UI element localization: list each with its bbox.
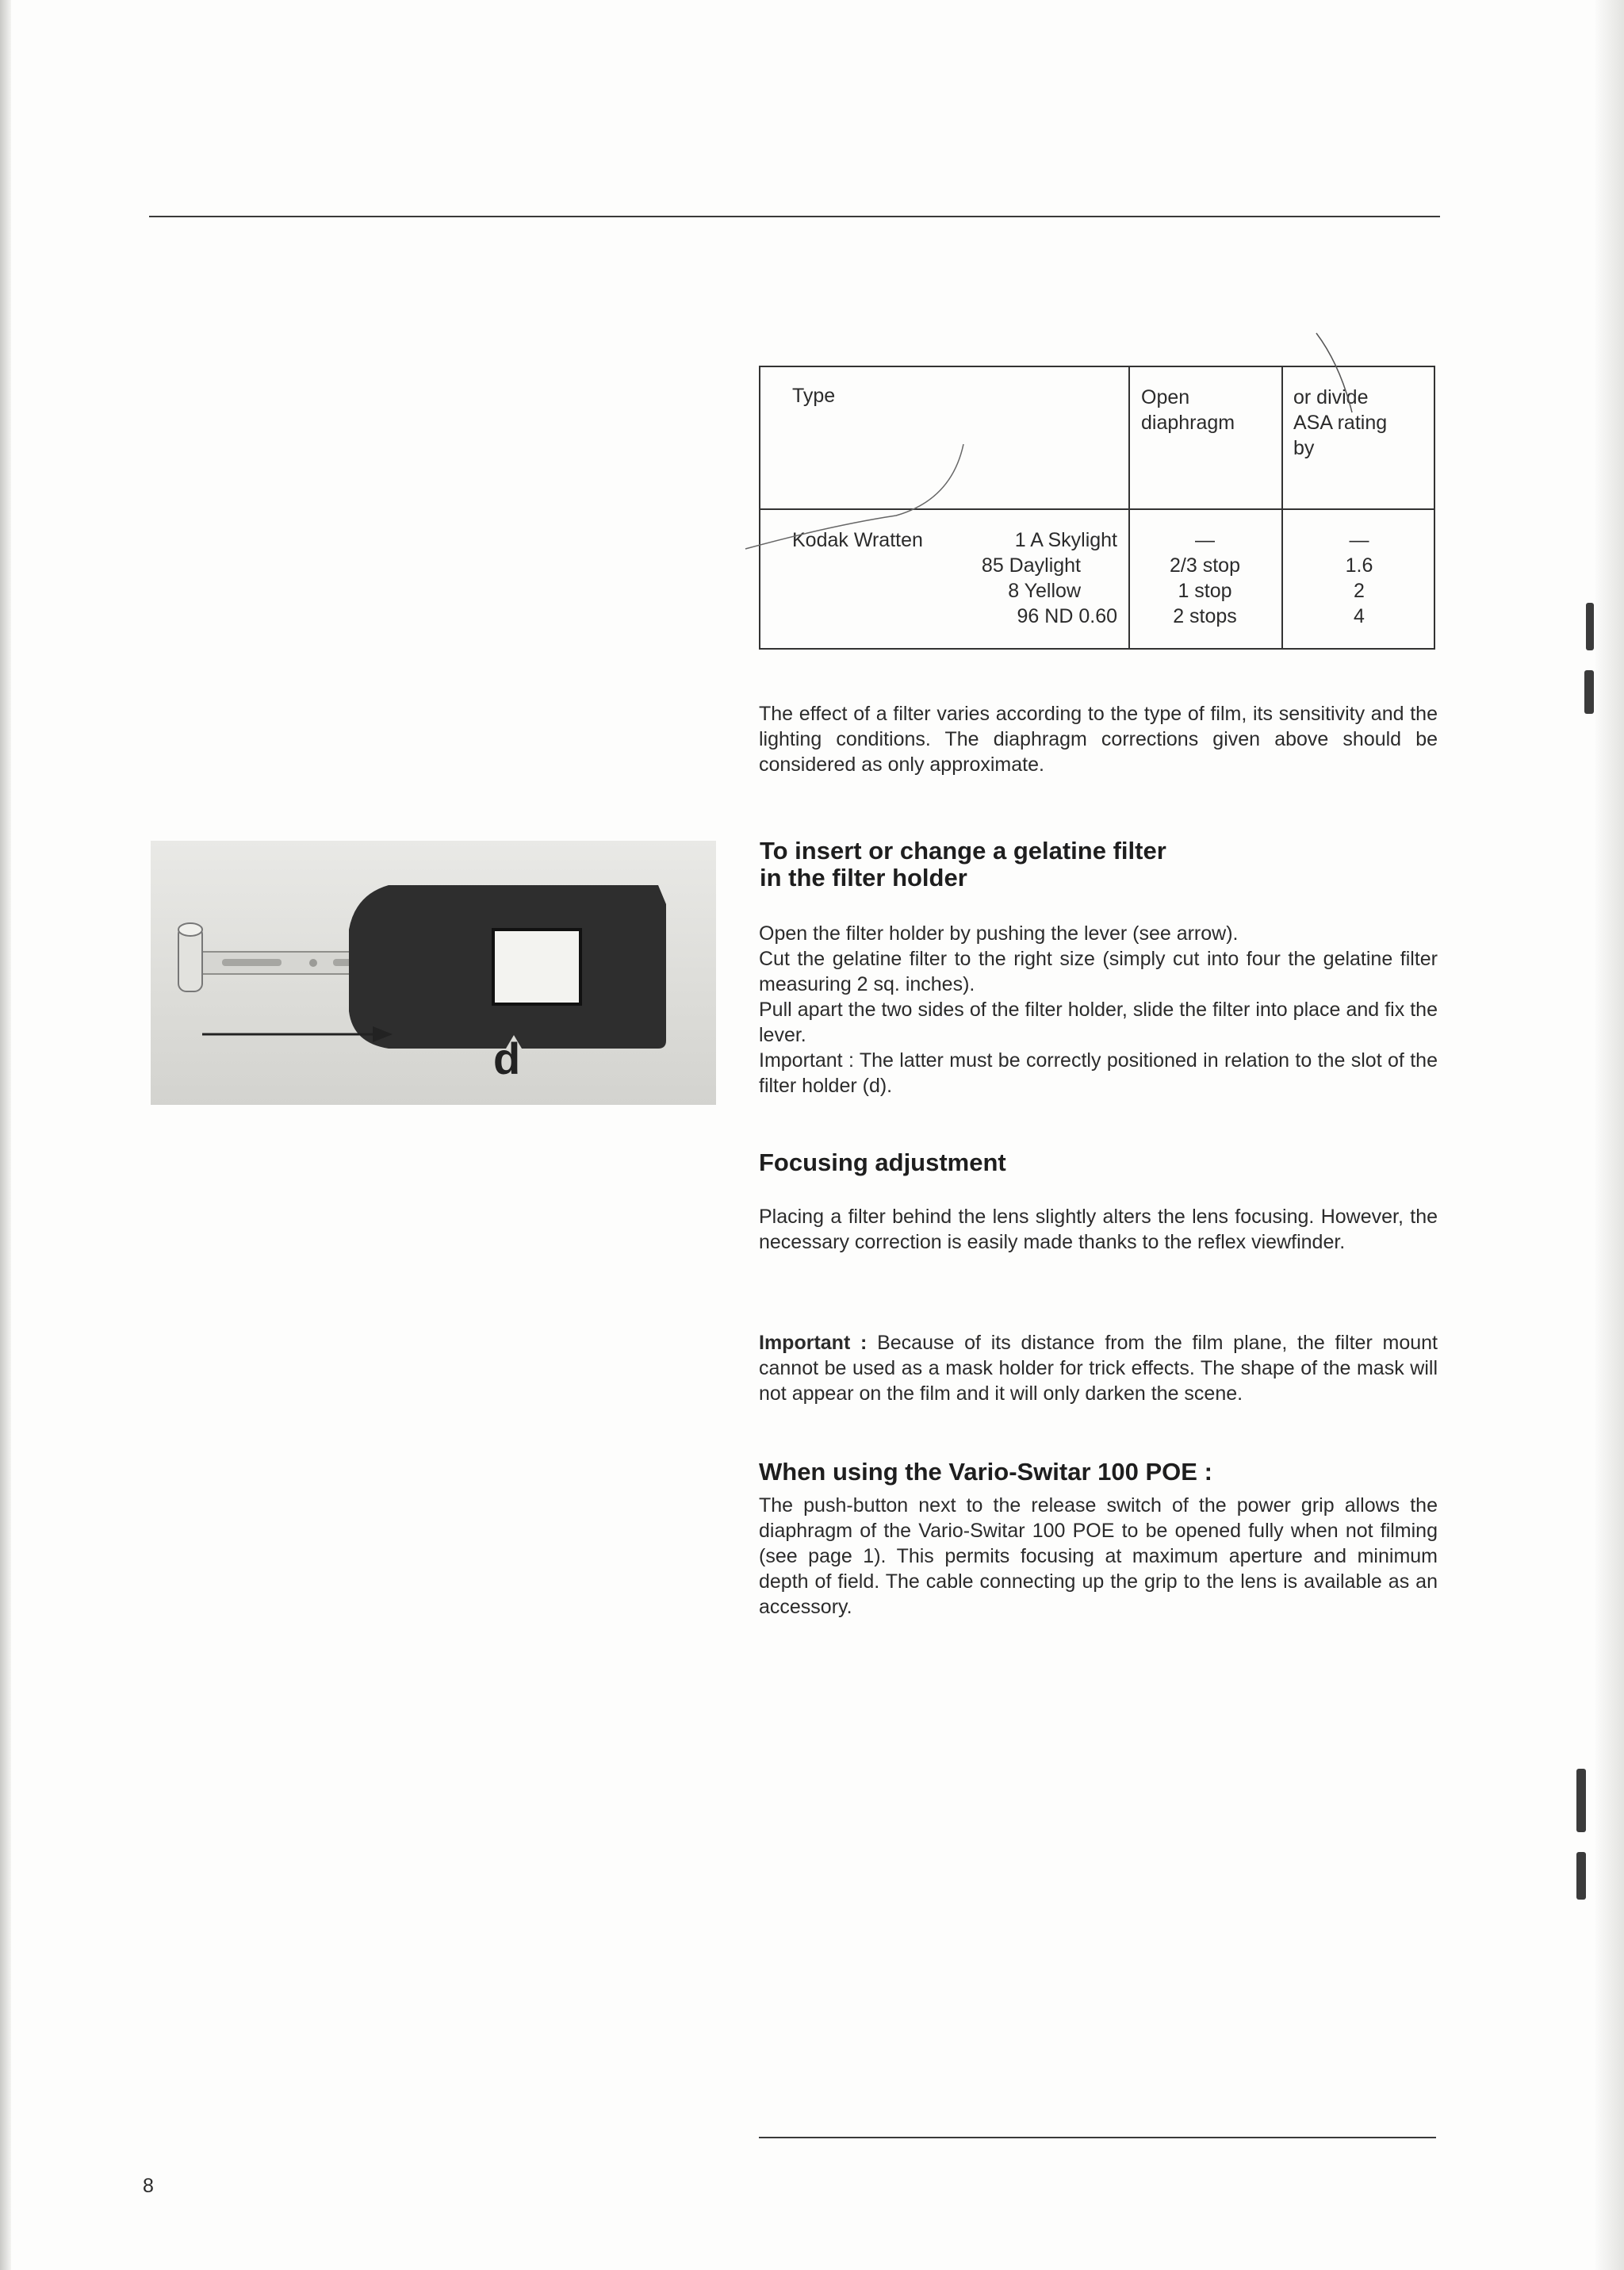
gelatine-step: Cut the gelatine filter to the right size (simply cut into four the gelatine filter measuring 2 sq. inches). [759,948,1438,995]
important-note [759,1330,1438,1406]
filter-name: 8 Yellow [1008,580,1081,602]
header-type: Type [792,385,836,407]
asa-value: 2 [1354,580,1365,602]
pencil-marks [714,317,1427,571]
header-asa-rating: or divide ASA rating by [1293,386,1388,459]
binding-mark [1576,1852,1586,1900]
top-rule [149,216,1440,217]
filter-name: 85 Daylight [981,554,1081,577]
vario-body: The push-button next to the release switch of the power grip allows the diaphragm of the Vario-Switar 100 POE to be opened fully when not filming (see page 1). This permits focusing at maximum aperture and minimum depth of field. The cable connecting up the grip to the lens is available as an accessory. [759,1494,1438,1618]
binding-mark [1584,670,1594,714]
binding-mark [1576,1769,1586,1832]
open-value: 2 stops [1173,605,1237,627]
filter-name: 96 ND 0.60 [1017,605,1117,627]
gelatine-heading: To insert or change a gelatine filter in the filter holder [760,837,1166,892]
filter-holder-photo [151,841,716,1105]
important-text: Because of its distance from the film plane, the filter mount cannot be used as a mask holder for trick effects. The shape of the mask will not appear on the film and it will only darken the scene. [759,1332,1438,1405]
gelatine-step: Open the filter holder by pushing the lever (see arrow). [759,922,1239,945]
important-label: Important : [759,1332,868,1354]
gelatine-step: Important : The latter must be correctly positioned in relation to the slot of the filter holder (d). [759,1049,1438,1097]
brand-label: Kodak Wratten [792,529,923,551]
gelatine-body [759,921,1438,1099]
filter-holder-illustration [151,841,716,1105]
page-edge-left [0,0,11,2270]
open-value: — [1195,529,1215,551]
bottom-rule [759,2137,1436,2138]
open-value: 1 stop [1178,580,1232,602]
focusing-heading: Focusing adjustment [759,1148,1006,1176]
focusing-body: Placing a filter behind the lens slightly alters the lens focusing. However, the necessary correction is easily made thanks to the reflex viewfinder. [759,1206,1438,1253]
slot-label-d: d [493,1033,521,1083]
asa-value: 4 [1354,605,1365,627]
vario-heading: When using the Vario-Switar 100 POE : [759,1458,1212,1486]
binding-mark [1586,603,1594,650]
filter-note: The effect of a filter varies according to the type of film, its sensitivity and the lighting conditions. The diaphragm corrections given above should be considered as only approximate. [759,703,1438,776]
page-number: 8 [143,2175,154,2197]
open-value: 2/3 stop [1170,554,1240,577]
asa-value: 1.6 [1345,554,1373,577]
filter-name: 1 A Skylight [1014,529,1117,551]
gelatine-step: Pull apart the two sides of the filter holder, slide the filter into place and fix the lever. [759,999,1438,1046]
asa-value: — [1349,529,1369,551]
page-edge-right [1595,0,1624,2270]
header-open-diaphragm: Open diaphragm [1141,386,1235,434]
